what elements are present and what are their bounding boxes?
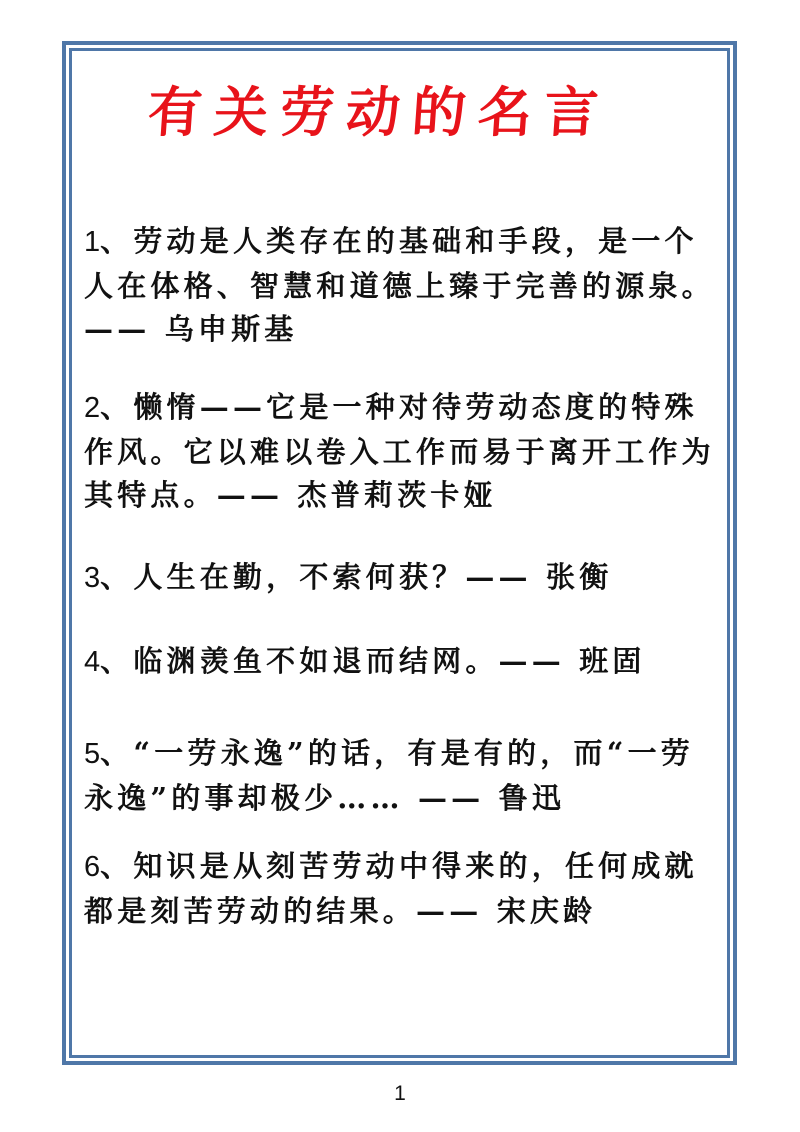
quote-1 <box>84 220 724 352</box>
quote-5 <box>84 732 724 820</box>
quote-number: 6 <box>84 851 101 883</box>
page-number: 1 <box>394 1082 406 1105</box>
quote-text: 、知识是从刻苦劳动中得来的，任何成就都是刻苦劳动的结果。—— 宋庆龄 <box>84 849 698 928</box>
quote-text: 、懒惰——它是一种对待劳动态度的特殊作风。它以难以卷入工作而易于离开工作为其特点。—— 杰普莉茨卡娅 <box>84 390 715 512</box>
quote-text: 、临渊羡鱼不如退而结网。—— 班固 <box>100 644 646 678</box>
quote-6 <box>84 845 724 933</box>
quote-number: 2 <box>84 392 101 424</box>
quote-number: 3 <box>84 562 101 594</box>
quote-text: 、人生在勤，不索何获？—— 张衡 <box>100 560 613 594</box>
quote-number: 4 <box>84 646 101 678</box>
quote-number: 5 <box>84 738 101 770</box>
quote-2 <box>84 386 724 518</box>
page-title: 有关劳动的名言 <box>145 81 613 144</box>
quote-text: 、“一劳永逸”的话，有是有的，而“一劳永逸”的事却极少…… —— 鲁迅 <box>84 736 694 815</box>
quote-3 <box>84 556 724 601</box>
quote-4 <box>84 640 724 685</box>
quote-text: 、劳动是人类存在的基础和手段，是一个人在体格、智慧和道德上臻于完善的源泉。—— 乌申斯基 <box>84 224 715 346</box>
quote-number: 1 <box>84 226 101 258</box>
